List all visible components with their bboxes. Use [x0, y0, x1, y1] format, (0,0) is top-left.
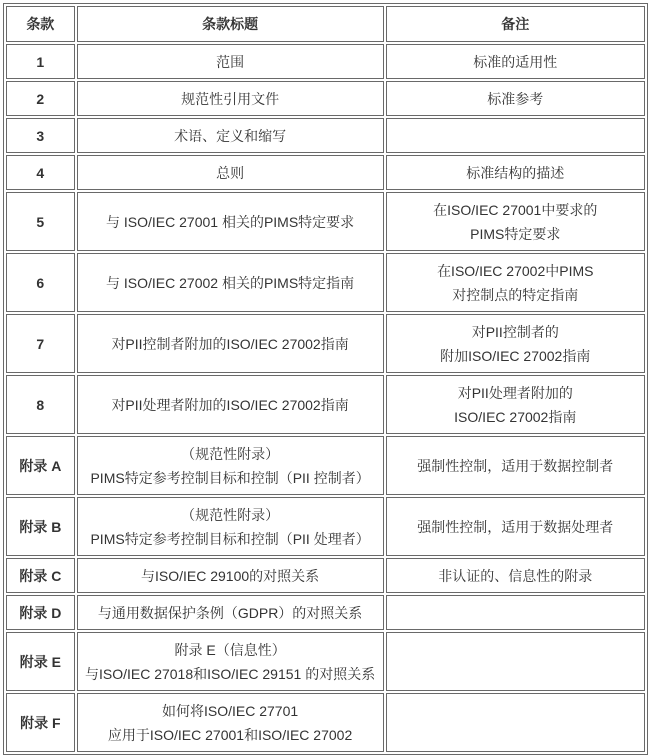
remark-cell [386, 436, 645, 495]
remark-line: 非认证的、信息性的附录 [438, 567, 593, 584]
remark-cell [386, 632, 645, 691]
clause-cell [6, 436, 75, 495]
table-row [6, 375, 645, 434]
table-header [6, 6, 645, 42]
clause-cell [6, 81, 75, 116]
title-cell [77, 44, 384, 79]
title-cell [77, 436, 384, 495]
clause-label: 附录 D [19, 604, 62, 621]
table-row [6, 253, 645, 312]
clause-cell [6, 632, 75, 691]
table-row [6, 436, 645, 495]
remark-line: 对PII控制者的 [471, 323, 559, 340]
header-remark: 备注 [386, 6, 645, 42]
table-body [6, 44, 645, 752]
title-line: （规范性附录） [181, 445, 280, 462]
remark-line: 强制性控制，适用于数据控制者 [417, 457, 614, 474]
clause-cell [6, 44, 75, 79]
clause-cell [6, 253, 75, 312]
remark-cell [386, 81, 645, 116]
title-line: PIMS特定参考控制目标和控制（PII 控制者） [90, 469, 370, 486]
remark-cell [386, 155, 645, 190]
remark-line: 标准参考 [487, 90, 544, 107]
clause-cell [6, 192, 75, 251]
title-line: 总则 [216, 164, 245, 181]
remark-cell [386, 595, 645, 630]
clause-cell [6, 118, 75, 153]
table-row [6, 314, 645, 373]
remark-line: 强制性控制，适用于数据处理者 [417, 518, 614, 535]
clause-label: 5 [36, 213, 45, 230]
remark-line: PIMS特定要求 [470, 225, 561, 242]
clause-label: 附录 F [20, 714, 61, 731]
title-cell [77, 595, 384, 630]
title-line: 与 ISO/IEC 27002 相关的PIMS特定指南 [106, 274, 355, 291]
clause-cell [6, 314, 75, 373]
clause-cell [6, 497, 75, 556]
title-cell [77, 375, 384, 434]
title-cell [77, 497, 384, 556]
header-title: 条款标题 [77, 6, 384, 42]
title-line: 如何将ISO/IEC 27701 [162, 702, 299, 719]
header-row [6, 6, 645, 42]
remark-cell [386, 253, 645, 312]
clause-cell [6, 693, 75, 752]
remark-cell [386, 558, 645, 593]
clause-label: 附录 C [19, 567, 62, 584]
clause-label: 附录 A [19, 457, 62, 474]
clause-label: 7 [36, 335, 45, 352]
clause-cell [6, 155, 75, 190]
title-line: PIMS特定参考控制目标和控制（PII 处理者） [90, 530, 370, 547]
table-row [6, 44, 645, 79]
table-row [6, 192, 645, 251]
remark-cell [386, 44, 645, 79]
remark-cell [386, 314, 645, 373]
title-cell [77, 192, 384, 251]
clause-cell [6, 558, 75, 593]
clause-cell [6, 375, 75, 434]
title-cell [77, 558, 384, 593]
clause-label: 6 [36, 274, 45, 291]
remark-line: ISO/IEC 27002指南 [454, 408, 577, 425]
title-line: 范围 [216, 53, 245, 70]
table-row [6, 155, 645, 190]
remark-line: 对PII处理者附加的 [457, 384, 573, 401]
title-line: 应用于ISO/IEC 27001和ISO/IEC 27002 [107, 726, 353, 743]
header-clause: 条款 [6, 6, 75, 42]
title-cell [77, 314, 384, 373]
clause-label: 8 [36, 396, 45, 413]
title-line: 对PII处理者附加的ISO/IEC 27002指南 [111, 396, 349, 413]
remark-cell [386, 375, 645, 434]
table-row [6, 632, 645, 691]
title-line: 与ISO/IEC 29100的对照关系 [141, 567, 320, 584]
title-line: 附录 E（信息性） [174, 641, 286, 658]
title-line: 与 ISO/IEC 27001 相关的PIMS特定要求 [106, 213, 355, 230]
title-cell [77, 81, 384, 116]
remark-cell [386, 693, 645, 752]
title-cell [77, 693, 384, 752]
title-cell [77, 155, 384, 190]
remark-cell [386, 497, 645, 556]
clause-label: 附录 B [19, 518, 62, 535]
title-cell [77, 118, 384, 153]
title-cell [77, 253, 384, 312]
clause-label: 3 [36, 127, 45, 144]
title-line: 对PII控制者附加的ISO/IEC 27002指南 [111, 335, 349, 352]
table-row [6, 693, 645, 752]
table-row [6, 118, 645, 153]
title-line: 与ISO/IEC 27018和ISO/IEC 29151 的对照关系 [84, 665, 376, 682]
remark-line: 对控制点的特定指南 [452, 286, 579, 303]
title-line: （规范性附录） [181, 506, 280, 523]
remark-line: 标准的适用性 [473, 53, 558, 70]
clause-label: 附录 E [19, 653, 61, 670]
clause-label: 1 [36, 53, 45, 70]
table-row [6, 497, 645, 556]
remark-line: 标准结构的描述 [466, 164, 565, 181]
clause-cell [6, 595, 75, 630]
table-row [6, 81, 645, 116]
table-row [6, 595, 645, 630]
remark-line: 在ISO/IEC 27001中要求的 [433, 201, 598, 218]
clauses-table [3, 3, 648, 755]
remark-line: 附加ISO/IEC 27002指南 [440, 347, 591, 364]
title-line: 术语、定义和缩写 [174, 127, 287, 144]
title-line: 与通用数据保护条例（GDPR）的对照关系 [97, 604, 363, 621]
title-cell [77, 632, 384, 691]
title-line: 规范性引用文件 [181, 90, 280, 107]
remark-cell [386, 192, 645, 251]
table-row [6, 558, 645, 593]
remark-cell [386, 118, 645, 153]
clause-label: 4 [36, 164, 45, 181]
clause-label: 2 [36, 90, 45, 107]
remark-line: 在ISO/IEC 27002中PIMS [437, 262, 594, 279]
